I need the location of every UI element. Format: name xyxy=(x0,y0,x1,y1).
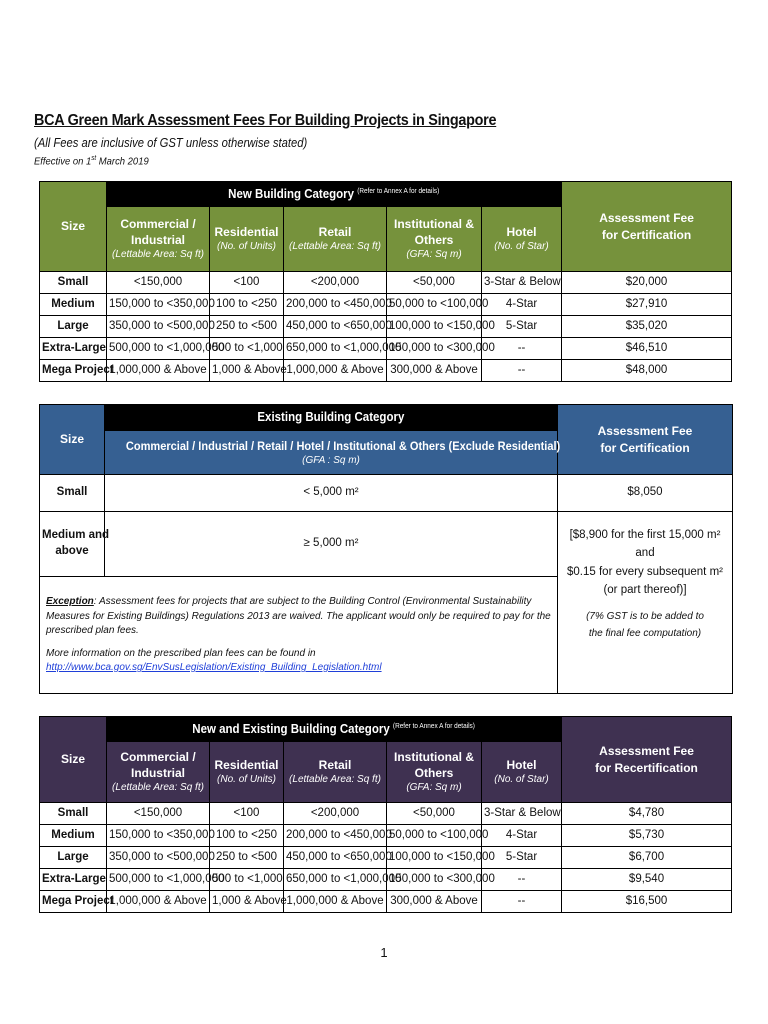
row-label: Small xyxy=(40,272,107,294)
table-cell: 150,000 to <300,000 xyxy=(387,869,482,891)
table-cell: <50,000 xyxy=(387,272,482,294)
table-cell: <150,000 xyxy=(107,803,210,825)
size-header: Size xyxy=(40,405,105,475)
table-cell: <200,000 xyxy=(284,803,387,825)
column-header: Commercial / Industrial / Retail / Hotel / Institutional & Others (Exclude Residential) (GFA : Sq m) xyxy=(105,431,558,475)
fee-cell: $46,510 xyxy=(562,338,732,360)
row-label: Mega Project xyxy=(40,360,107,382)
table-cell: 500,000 to <1,000,000 xyxy=(107,338,210,360)
recertification-fee-table xyxy=(39,716,732,913)
column-header: Residential (No. of Units) xyxy=(210,207,284,272)
table-cell: 150,000 to <300,000 xyxy=(387,338,482,360)
fee-cell: $4,780 xyxy=(562,803,732,825)
table-cell: < 5,000 m² xyxy=(105,475,558,512)
row-label: Large xyxy=(40,316,107,338)
size-header: Size xyxy=(40,717,107,803)
table-cell: 150,000 to <350,000 xyxy=(107,294,210,316)
row-label: Large xyxy=(40,847,107,869)
row-label: Medium xyxy=(40,294,107,316)
table-cell: 500 to <1,000 xyxy=(210,338,284,360)
table-cell: 150,000 to <350,000 xyxy=(107,825,210,847)
table-cell: 1,000,000 & Above xyxy=(107,360,210,382)
table-cell: 200,000 to <450,000 xyxy=(284,294,387,316)
column-header: Hotel (No. of Star) xyxy=(482,742,562,803)
table-cell: 500 to <1,000 xyxy=(210,869,284,891)
row-label: Extra-Large xyxy=(40,338,107,360)
table-cell: 100,000 to <150,000 xyxy=(387,316,482,338)
category-header: New and Existing Building Category $^{(Refer to Annex A for details)}$ xyxy=(107,717,562,742)
row-label: Small xyxy=(40,475,105,512)
row-label: Medium xyxy=(40,825,107,847)
column-header: Institutional & Others (GFA: Sq m) xyxy=(387,207,482,272)
table-cell: 300,000 & Above xyxy=(387,360,482,382)
column-header: Residential (No. of Units) xyxy=(210,742,284,803)
table-cell: 250 to <500 xyxy=(210,316,284,338)
fee-cell: $27,910 xyxy=(562,294,732,316)
existing-building-fee-table xyxy=(39,404,733,694)
gst-note: (7% GST is to be added to the final fee computation) xyxy=(586,610,704,639)
table-cell: -- xyxy=(482,338,562,360)
fee-cell: $48,000 xyxy=(562,360,732,382)
table-cell: 4-Star xyxy=(482,294,562,316)
row-label: Medium and above xyxy=(40,512,105,577)
fee-cell: $6,700 xyxy=(562,847,732,869)
table-row xyxy=(40,272,732,294)
table-cell: <100 xyxy=(210,272,284,294)
table-cell: 50,000 to <100,000 xyxy=(387,825,482,847)
legislation-link[interactable]: http://www.bca.gov.sg/EnvSusLegislation/Existing_Building_Legislation.html xyxy=(46,662,382,673)
fee-cell: $16,500 xyxy=(562,891,732,913)
fee-cell: $5,730 xyxy=(562,825,732,847)
table-cell: 100 to <250 xyxy=(210,825,284,847)
table-row xyxy=(40,869,732,891)
fee-cell: $9,540 xyxy=(562,869,732,891)
exception-label: Exception xyxy=(46,596,94,607)
gst-subtitle: (All Fees are inclusive of GST unless otherwise stated) xyxy=(34,136,308,150)
table-row xyxy=(40,316,732,338)
table-cell: 4-Star xyxy=(482,825,562,847)
table-cell: 200,000 to <450,000 xyxy=(284,825,387,847)
row-label: Mega Project xyxy=(40,891,107,913)
table-cell: 50,000 to <100,000 xyxy=(387,294,482,316)
table-row xyxy=(40,338,732,360)
table-row xyxy=(40,475,733,512)
table-cell: 1,000,000 & Above xyxy=(284,891,387,913)
fee-cell: $35,020 xyxy=(562,316,732,338)
column-header: Retail (Lettable Area: Sq ft) xyxy=(284,207,387,272)
column-header: Institutional & Others (GFA: Sq m) xyxy=(387,742,482,803)
category-header: Existing Building Category xyxy=(105,405,558,431)
table-cell: 100 to <250 xyxy=(210,294,284,316)
table-cell: 450,000 to <650,000 xyxy=(284,847,387,869)
new-building-fee-table xyxy=(39,181,732,382)
table-cell: 500,000 to <1,000,000 xyxy=(107,869,210,891)
column-header: Commercial / Industrial (Lettable Area: Sq ft) xyxy=(107,207,210,272)
document-title: BCA Green Mark Assessment Fees For Building Projects in Singapore xyxy=(34,112,497,129)
fee-cell: $20,000 xyxy=(562,272,732,294)
row-label: Extra-Large xyxy=(40,869,107,891)
fee-header: Assessment Fee for Certification xyxy=(562,182,732,272)
table-cell: -- xyxy=(482,891,562,913)
exception-note: Exception: Assessment fees for projects that are subject to the Building Control (Environmental Sustainability Measures for Existing Buildings) Regulations 2013 are waived. The applicant would only be required to pay for the prescribed plan fees. More information on the prescribed plan fees can be found in http://www.bca.gov.sg/EnvSusLegislation/Existing_Building_Legislation.html xyxy=(40,577,558,694)
table-cell: 1,000 & Above xyxy=(210,891,284,913)
table-cell: 1,000,000 & Above xyxy=(284,360,387,382)
table-cell: 1,000,000 & Above xyxy=(107,891,210,913)
table-cell: -- xyxy=(482,360,562,382)
table-row xyxy=(40,891,732,913)
table-cell: 350,000 to <500,000 xyxy=(107,316,210,338)
table-row xyxy=(40,847,732,869)
table-cell: 250 to <500 xyxy=(210,847,284,869)
column-header: Commercial / Industrial (Lettable Area: Sq ft) xyxy=(107,742,210,803)
fee-header: Assessment Fee for Recertification xyxy=(562,717,732,803)
effective-date: Effective on 1st March 2019 xyxy=(34,155,149,168)
column-header: Hotel (No. of Star) xyxy=(482,207,562,272)
table-cell: 450,000 to <650,000 xyxy=(284,316,387,338)
table-row xyxy=(40,803,732,825)
table-cell: -- xyxy=(482,869,562,891)
column-header: Retail (Lettable Area: Sq ft) xyxy=(284,742,387,803)
page-number: 1 xyxy=(380,945,388,960)
table-cell: 5-Star xyxy=(482,847,562,869)
table-cell: 650,000 to <1,000,000 xyxy=(284,338,387,360)
table-cell: 1,000 & Above xyxy=(210,360,284,382)
table-row xyxy=(40,512,733,577)
table-cell: 350,000 to <500,000 xyxy=(107,847,210,869)
table-cell: <50,000 xyxy=(387,803,482,825)
table-row xyxy=(40,825,732,847)
table-cell: 300,000 & Above xyxy=(387,891,482,913)
table-cell: 3-Star & Below xyxy=(482,272,562,294)
table-cell: ≥ 5,000 m² xyxy=(105,512,558,577)
category-header: New Building Category $^{(Refer to Annex A for details)}$ xyxy=(107,182,562,207)
fee-header: Assessment Fee for Certification xyxy=(558,405,733,475)
table-cell: 650,000 to <1,000,000 xyxy=(284,869,387,891)
table-cell: 5-Star xyxy=(482,316,562,338)
table-cell: <100 xyxy=(210,803,284,825)
table-row xyxy=(40,294,732,316)
size-header: Size xyxy=(40,182,107,272)
fee-cell: [$8,900 for the first 15,000 m² and $0.15 for every subsequent m² (or part thereof)] (7% GST is to be added to the final fee computation) xyxy=(558,512,733,694)
table-cell: <150,000 xyxy=(107,272,210,294)
row-label: Small xyxy=(40,803,107,825)
table-row xyxy=(40,360,732,382)
table-cell: 100,000 to <150,000 xyxy=(387,847,482,869)
table-cell: <200,000 xyxy=(284,272,387,294)
table-cell: 3-Star & Below xyxy=(482,803,562,825)
fee-cell: $8,050 xyxy=(558,475,733,512)
